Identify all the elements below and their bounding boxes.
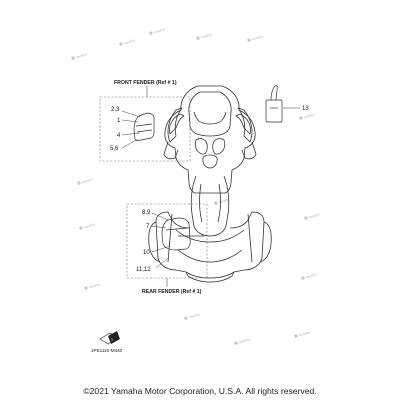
callout-13: 13 <box>302 106 309 112</box>
svg-text:Yamaha: Yamaha <box>302 112 316 120</box>
rear-leader-lines <box>152 213 170 268</box>
svg-text:Yamaha: Yamaha <box>199 32 213 40</box>
svg-text:Yamaha: Yamaha <box>82 222 96 230</box>
svg-text:Yamaha: Yamaha <box>307 212 321 220</box>
callout-8-9: 8,9 <box>142 210 151 216</box>
rear-decal-detail <box>162 218 204 250</box>
callout-10: 10 <box>143 250 150 256</box>
front-fender-label: FRONT FENDER (Ref # 1) <box>114 80 177 86</box>
callout-boxes <box>100 97 207 278</box>
callout-1: 1 <box>117 118 121 124</box>
svg-text:Yamaha: Yamaha <box>297 330 311 338</box>
svg-text:Yamaha: Yamaha <box>74 52 88 60</box>
atv-body <box>149 86 271 282</box>
callout-4: 4 <box>117 133 121 139</box>
callout-7: 7 <box>146 224 150 230</box>
svg-text:Yamaha: Yamaha <box>237 337 251 345</box>
svg-text:Yamaha: Yamaha <box>152 27 166 35</box>
figure-badge-icon <box>100 331 120 344</box>
copyright-notice: ©2021 Yamaha Motor Corporation, U.S.A. All rights reserved. <box>83 386 317 396</box>
svg-text:2: 2 <box>110 337 114 342</box>
part-13-tag <box>266 86 282 122</box>
callout-11-12: 11,12 <box>136 267 151 273</box>
svg-text:Yamaha: Yamaha <box>87 282 101 290</box>
front-leader-lines <box>122 111 140 148</box>
svg-text:Yamaha: Yamaha <box>217 197 231 205</box>
watermarks <box>71 27 320 346</box>
callout-2-3: 2,3 <box>111 107 120 113</box>
callout-5-6: 5,6 <box>110 146 119 152</box>
figure-code: 1PE1110-M440 <box>91 348 123 353</box>
front-decal-detail <box>134 113 154 141</box>
svg-text:Yamaha: Yamaha <box>250 34 264 42</box>
svg-text:Yamaha: Yamaha <box>80 177 94 185</box>
rear-fender-label: REAR FENDER (Ref # 1) <box>142 289 202 295</box>
svg-text:Yamaha: Yamaha <box>304 272 318 280</box>
svg-text:Yamaha: Yamaha <box>187 312 201 320</box>
svg-text:Yamaha: Yamaha <box>122 38 136 46</box>
